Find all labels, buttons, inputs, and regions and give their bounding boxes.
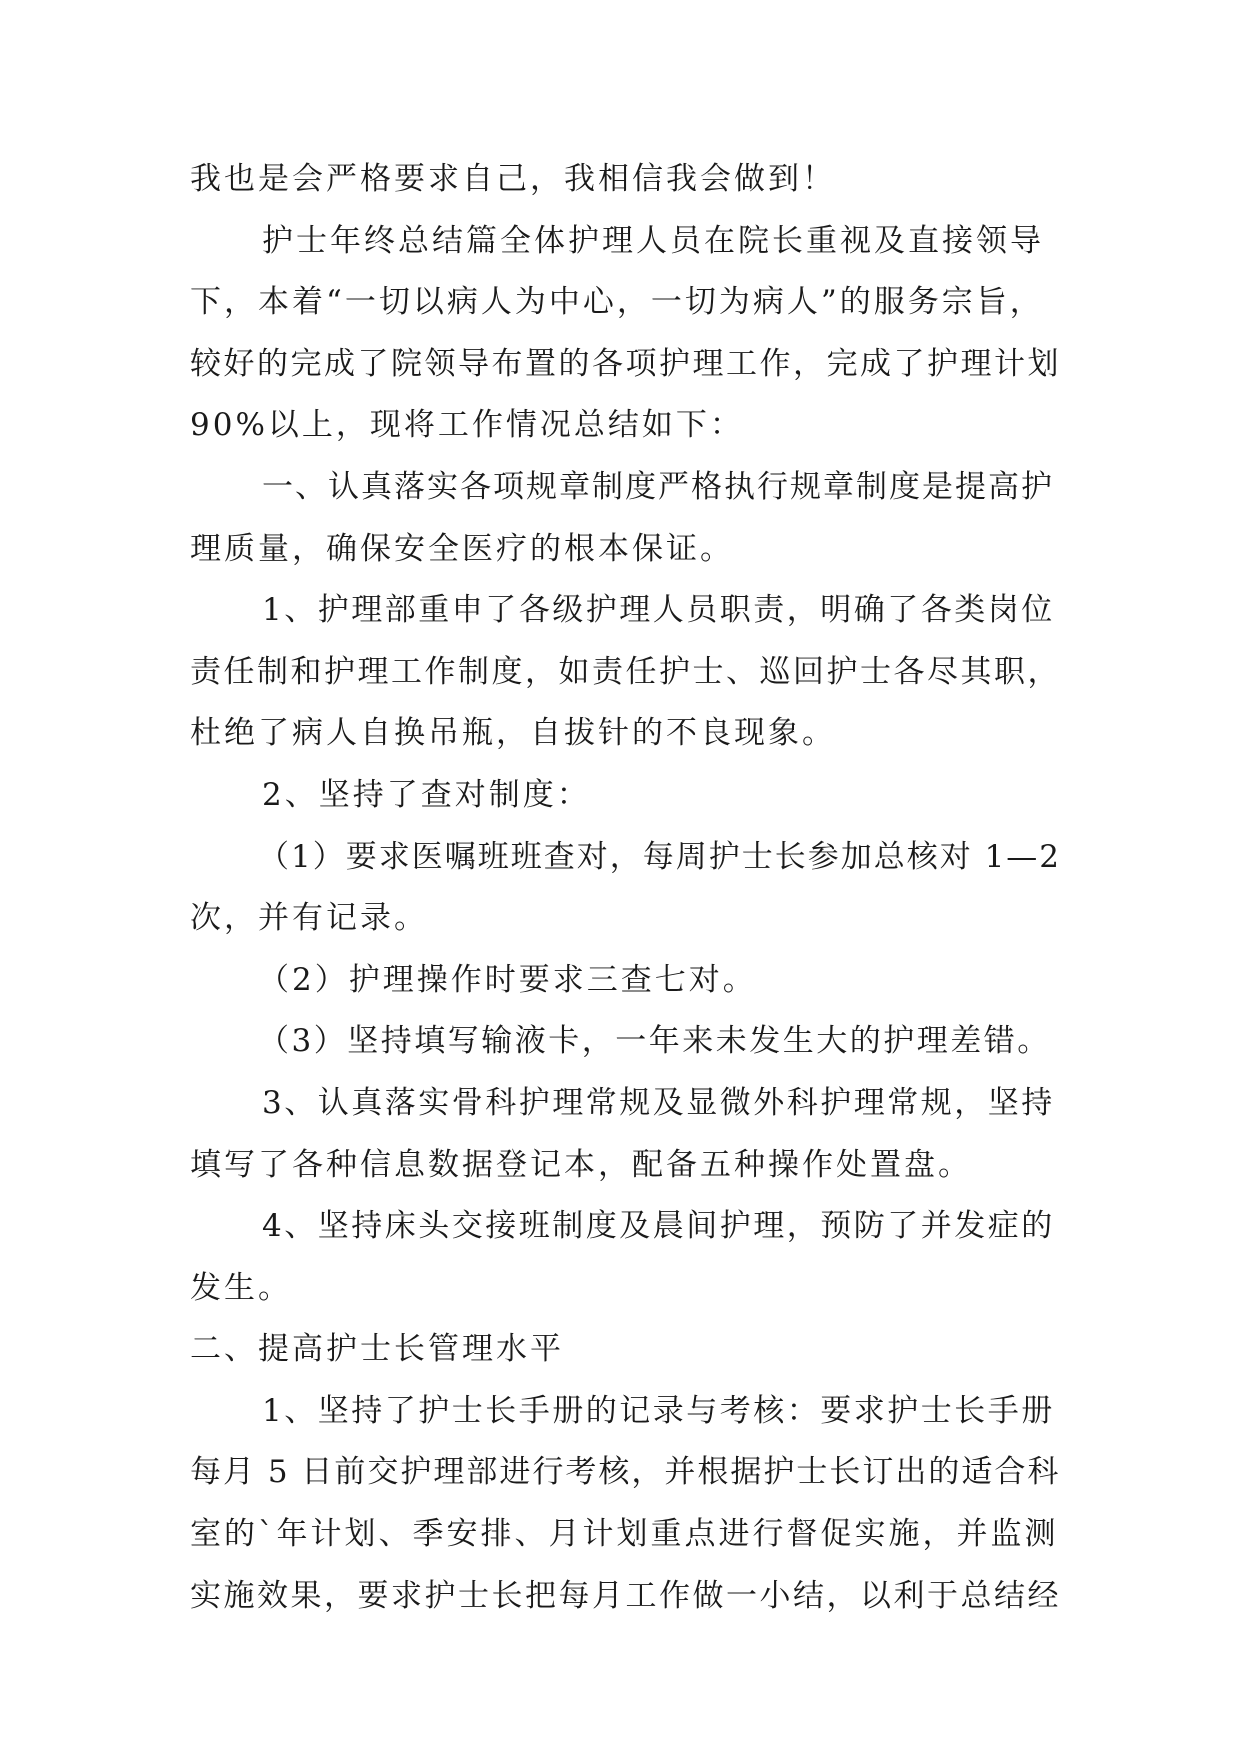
text-line: 一、认真落实各项规章制度严格执行规章制度是提高护: [262, 468, 1054, 505]
text-line: 3、认真落实骨科护理常规及显微外科护理常规，坚持: [262, 1084, 1055, 1121]
text-line: （2）护理操作时要求三查七对。: [258, 961, 757, 998]
text-line: 1、护理部重申了各级护理人员职责，明确了各类岗位: [262, 592, 1055, 629]
text-line: 理质量，确保安全医疗的根本保证。: [190, 530, 734, 567]
text-line: 每月 5 日前交护理部进行考核，并根据护士长订出的适合科: [190, 1454, 1061, 1491]
text-line: 我也是会严格要求自己，我相信我会做到！: [190, 161, 836, 197]
text-line: 室的`年计划、季安排、月计划重点进行督促实施，并监测: [190, 1516, 1059, 1553]
text-line: 次，并有记录。: [190, 900, 428, 937]
text-line: 2、坚持了查对制度：: [262, 776, 591, 813]
text-line: 4、坚持床头交接班制度及晨间护理，预防了并发症的: [262, 1208, 1055, 1245]
text-line: 杜绝了病人自换吊瓶，自拔针的不良现象。: [190, 715, 836, 752]
text-line: （3）坚持填写输液卡，一年来未发生大的护理差错。: [258, 1023, 1051, 1060]
text-line: （1）要求医嘱班班查对，每周护士长参加总核对 1—2: [258, 838, 1062, 875]
text-line: 发生。: [190, 1269, 292, 1306]
text-line: 护士年终总结篇全体护理人员在院长重视及直接领导: [262, 222, 1044, 259]
text-line: 实施效果，要求护士长把每月工作做一小结，以利于总结经: [190, 1577, 1061, 1614]
text-line: 90%以上，现将工作情况总结如下：: [190, 407, 744, 444]
section-heading: 二、提高护士长管理水平: [190, 1331, 564, 1368]
text-line: 下，本着“一切以病人为中心，一切为病人”的服务宗旨，: [190, 284, 1044, 321]
document-page: [190, 149, 1062, 1627]
text-line: 填写了各种信息数据登记本，配备五种操作处置盘。: [190, 1146, 972, 1183]
text-line: 1、坚持了护士长手册的记录与考核：要求护士长手册: [262, 1392, 1055, 1429]
text-line: 较好的完成了院领导布置的各项护理工作，完成了护理计划: [190, 345, 1061, 382]
text-line: 责任制和护理工作制度，如责任护士、巡回护士各尽其职，: [190, 653, 1061, 690]
